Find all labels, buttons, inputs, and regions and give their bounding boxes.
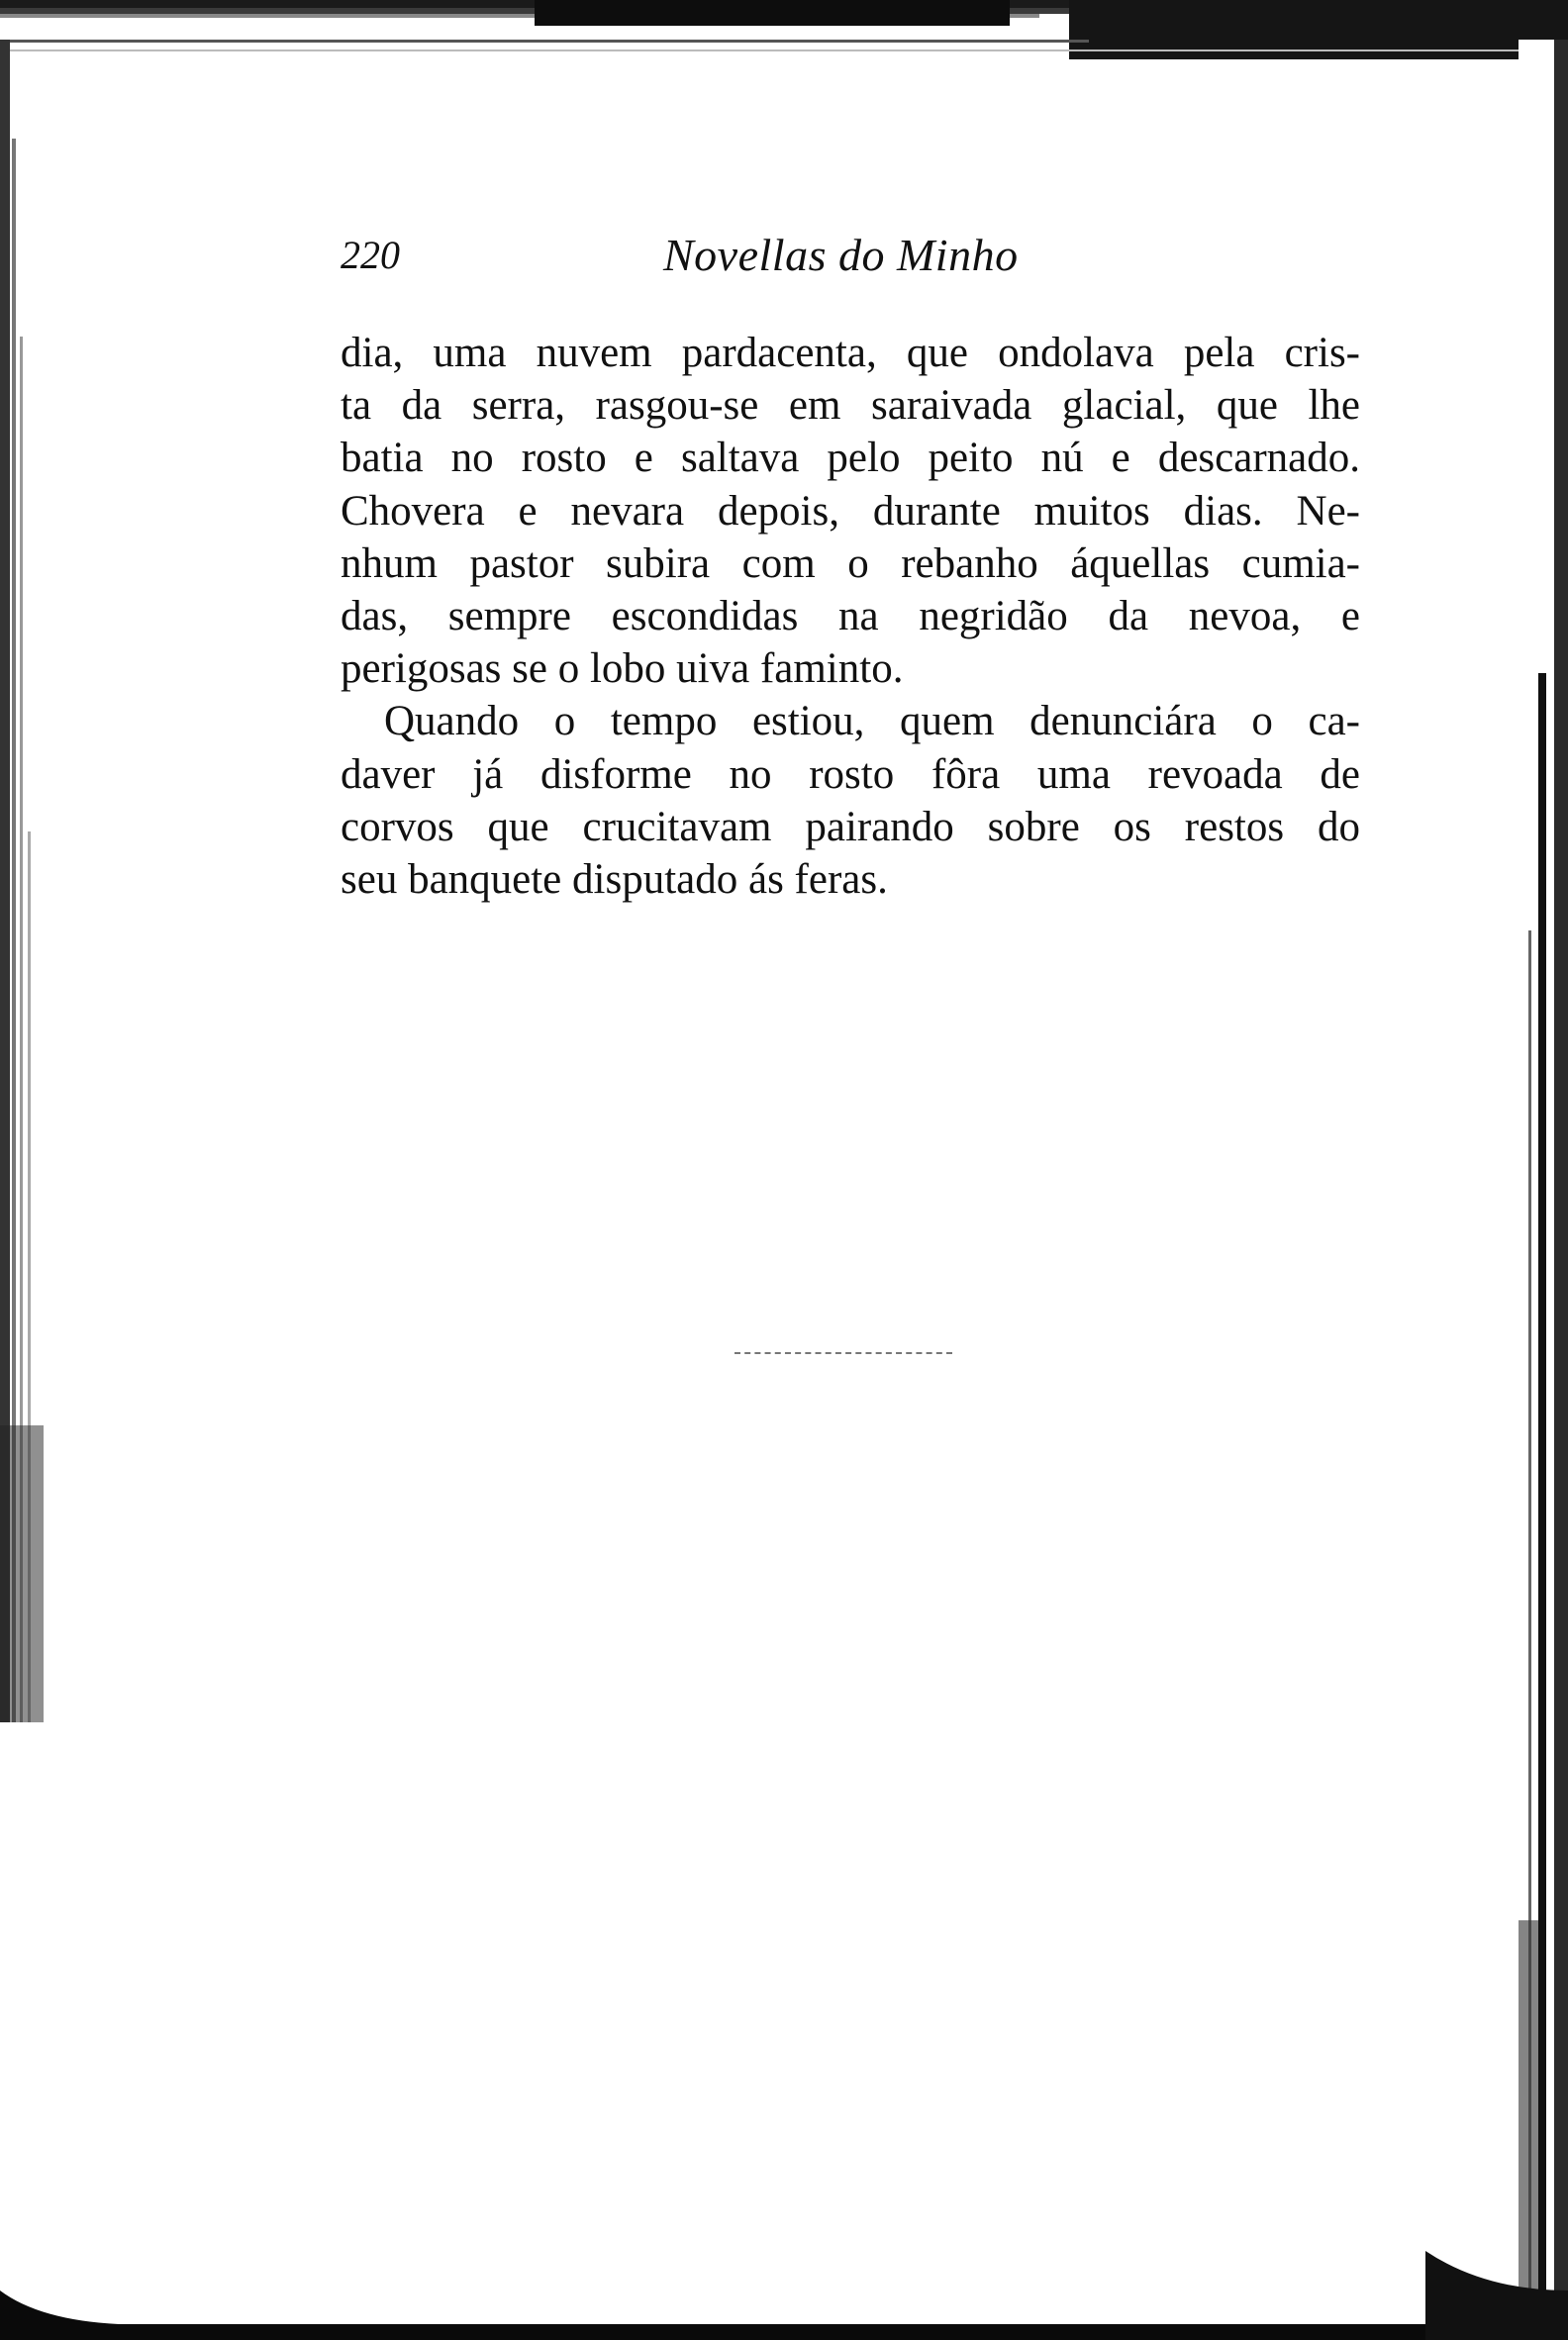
scan-left-edge (0, 40, 44, 1722)
paragraph-2 (341, 695, 1360, 906)
page-number: 220 (341, 233, 400, 277)
text-line: corvos que crucitavam pairando sobre os restos do (341, 803, 1360, 850)
text-line: Chovera e nevara depois, durante muitos dias. Ne- (341, 487, 1360, 535)
scan-top-edge (0, 0, 1568, 63)
text-line: seu banquete disputado ás feras. (341, 855, 888, 903)
text-line: ta da serra, rasgou-se em saraivada glacial, que lhe (341, 382, 1360, 430)
paragraph-1 (341, 327, 1360, 695)
running-head (341, 226, 1360, 285)
text-line: Quando o tempo estiou, quem denunciára o ca- (384, 698, 1360, 745)
text-line: batia no rosto e saltava pelo peito nú e descarnado. (341, 435, 1360, 482)
scan-bottom-edge (0, 2251, 1568, 2340)
running-title: Novellas do Minho (663, 230, 1019, 280)
text-line: daver já disforme no rosto fôra uma revoada de (341, 750, 1360, 798)
text-line: perigosas se o lobo uiva faminto. (341, 645, 904, 693)
scan-right-edge (1459, 40, 1568, 2340)
text-line: dia, uma nuvem pardacenta, que ondolava pela cris- (341, 330, 1360, 376)
section-rule (735, 1352, 952, 1354)
text-line: das, sempre escondidas na negridão da nevoa, e (341, 592, 1360, 639)
body-text (341, 327, 1360, 906)
text-line: nhum pastor subira com o rebanho áquellas cumia- (341, 539, 1360, 587)
